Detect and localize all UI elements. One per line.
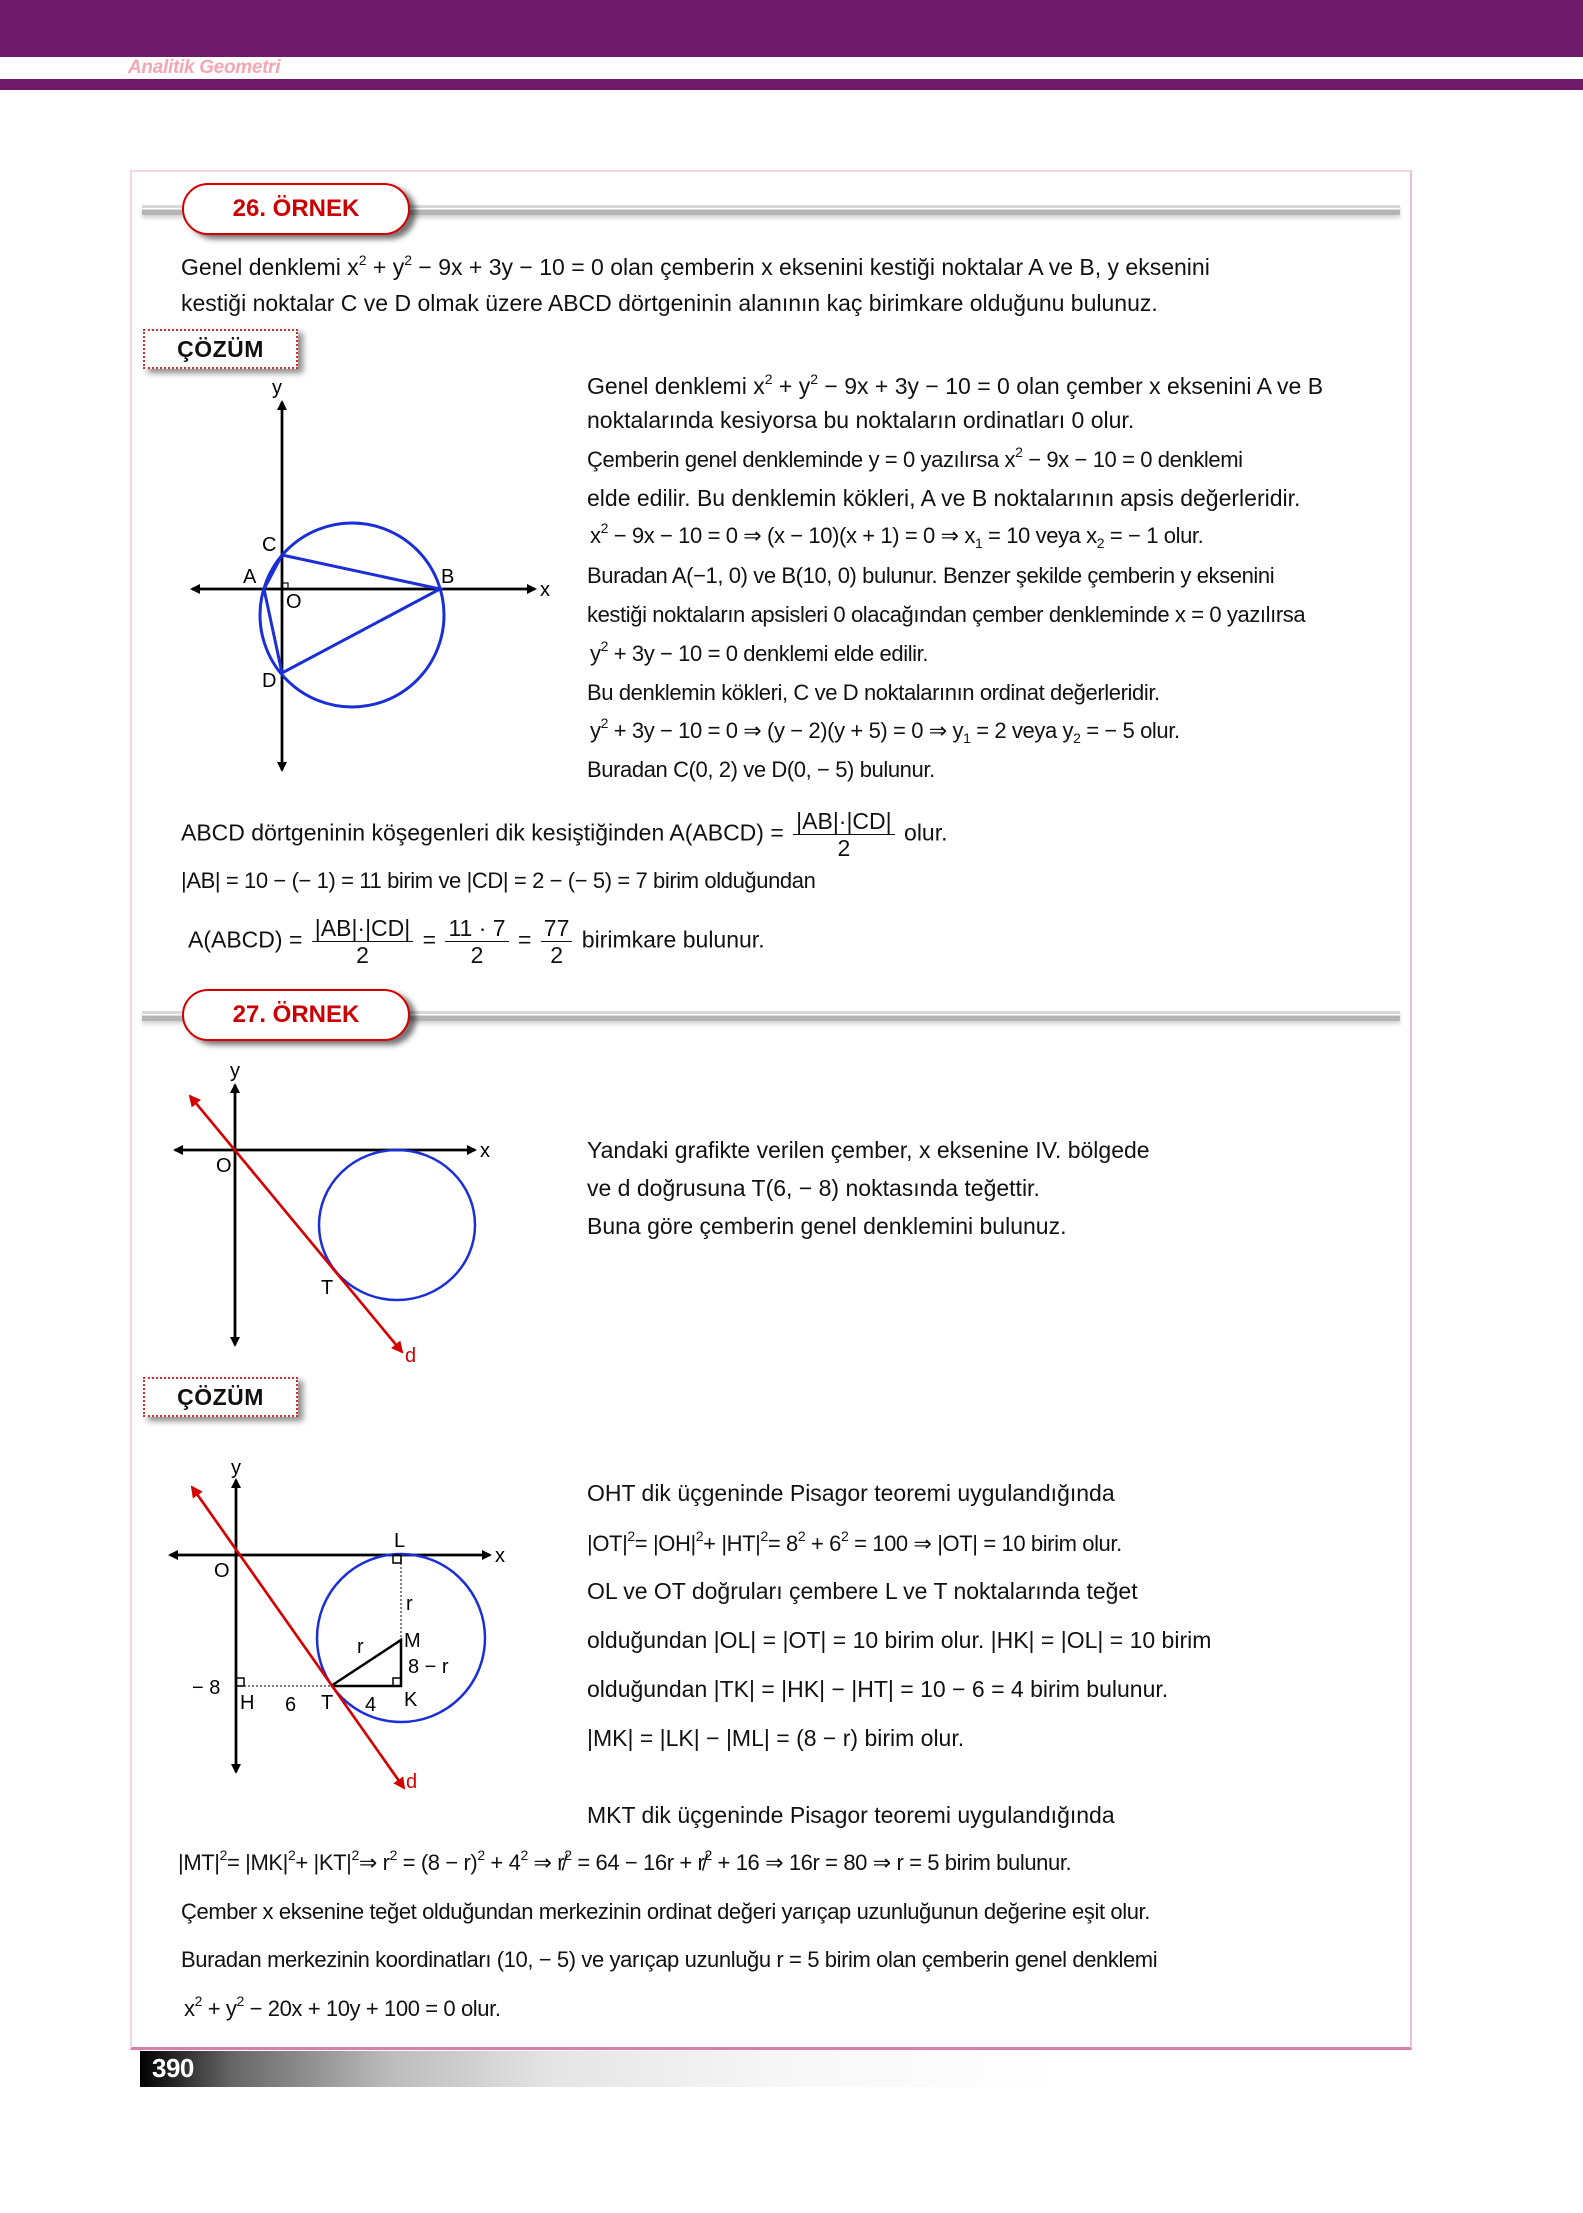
line-d-label: d bbox=[406, 1771, 418, 1793]
sol26-area-formula: ABCD dörtgeninin köşegenleri dik kesiştiğinden A(ABCD) = $\frac{|AB|\cdot|CD|}{2}$ olur. bbox=[181, 808, 948, 861]
sol26-line2: noktalarında kesiyorsa bu noktaların ordinatları 0 olur. bbox=[587, 407, 1135, 433]
point-h-label: H bbox=[240, 1692, 255, 1714]
diagram-tangent-circle bbox=[160, 1050, 520, 1380]
sol26-line7: kestiği noktaların apsisleri 0 olacağından çember denkleminde x = 0 yazılırsa bbox=[587, 602, 1306, 627]
origin-label: O bbox=[216, 1155, 232, 1177]
sol27-line4: olduğundan |OL| = |OT| = 10 birim olur. |HK| = |OL| = 10 birim bbox=[587, 1627, 1212, 1653]
sol26-line8: $y^2 + 3y - 10 = 0$ denklemi elde edilir. bbox=[590, 638, 929, 666]
six-label: 6 bbox=[285, 1694, 297, 1716]
example-26-question-line1: Genel denklemi $x^2 + y^2 - 9x + 3y - 10 = 0$ olan çemberin x eksenini kestiği noktalar A ve B, y eksenini bbox=[181, 252, 1210, 280]
sol27-line11: $x^2 + y^2 - 20x + 10y + 100 = 0$ olur. bbox=[184, 1993, 501, 2021]
center-m-label: M bbox=[404, 1630, 421, 1652]
sol26-line11: Buradan C(0, 2) ve D(0, − 5) bulunur. bbox=[587, 757, 935, 782]
page-number-bar bbox=[140, 2051, 1060, 2087]
x-axis-label: x bbox=[495, 1545, 505, 1567]
x-axis-label: x bbox=[540, 579, 550, 601]
point-t-label: T bbox=[321, 1692, 334, 1714]
four-label: 4 bbox=[365, 1694, 377, 1716]
sol26-line5: $x^2 - 9x - 10 = 0$ ⇒ (x − 10)(x + 1) = 0 ⇒ $x_1 = 10$ veya $x_2$ = − 1 olur. bbox=[590, 520, 1204, 551]
eight-minus-r-label: 8 − r bbox=[408, 1656, 449, 1678]
point-k-label: K bbox=[404, 1689, 418, 1711]
sol26-line9: Bu denklemin kökleri, C ve D noktalarının ordinat değerleridir. bbox=[587, 680, 1160, 705]
sol27-line6: |MK| = |LK| − |ML| = (8 − r) birim olur. bbox=[587, 1725, 965, 1751]
ex27-question-line1: Yandaki grafikte verilen çember, x eksenine IV. bölgede bbox=[587, 1137, 1150, 1163]
point-d-label: D bbox=[262, 670, 277, 692]
minus-eight-label: − 8 bbox=[192, 1677, 221, 1699]
solution-label-27: ÇÖZÜM bbox=[143, 1377, 298, 1417]
sol26-line1: Genel denklemi $x^2 + y^2 - 9x + 3y - 10 = 0$ olan çember x eksenini A ve B bbox=[587, 371, 1324, 399]
example-26-label: 26. ÖRNEK bbox=[182, 183, 410, 235]
point-c-label: C bbox=[262, 534, 277, 556]
sol27-line3: OL ve OT doğruları çembere L ve T noktalarında teğet bbox=[587, 1578, 1138, 1604]
line-d-label: d bbox=[405, 1345, 417, 1367]
x-axis-label: x bbox=[480, 1140, 490, 1162]
sol26-line3: Çemberin genel denkleminde y = 0 yazılırsa $x^2 - 9x - 10 = 0$ denklemi bbox=[587, 444, 1243, 472]
point-t-label: T bbox=[321, 1277, 334, 1299]
sol27-line2: $|OT|^2= |OH|^2+ |HT|^2= 8^2 + 6^2 = 100$ ⇒ |OT| = 10 birim olur. bbox=[587, 1528, 1122, 1556]
sol26-line4: elde edilir. Bu denklemin kökleri, A ve B noktalarının apsis değerleridir. bbox=[587, 485, 1301, 511]
sol27-line10: Buradan merkezinin koordinatları (10, − 5) ve yarıçap uzunluğu r = 5 birim olan çemberin genel denklemi bbox=[181, 1947, 1158, 1972]
page-number: 390 bbox=[152, 2053, 194, 2083]
diagram-circle-abcd bbox=[180, 370, 550, 790]
diagram-solution-27 bbox=[150, 1450, 530, 1810]
sol26-result: A(ABCD) = $\frac{|AB|\cdot|CD|}{2}$ = $\frac{11 \cdot 7}{2}$ = $\frac{77}{2}$ birimkare bulunur. bbox=[188, 915, 765, 968]
sol27-line8: $|MT|^2= |MK|^2+$ $|KT|^2\Rightarrow$ $r^2 = (8 - r)^2 + 4^2$ ⇒ r̸$^2$ = 64 − 16r + r̸$^2$ + 16 ⇒ 16r = 80 ⇒ r = 5 birim bulunur. bbox=[178, 1847, 1072, 1875]
sol27-line5: olduğundan |TK| = |HK| − |HT| = 10 − 6 = 4 birim bulunur. bbox=[587, 1676, 1169, 1702]
example-27-label: 27. ÖRNEK bbox=[182, 989, 410, 1041]
sol26-line6: Buradan A(−1, 0) ve B(10, 0) bulunur. Benzer şekilde çemberin y eksenini bbox=[587, 563, 1275, 588]
origin-label: O bbox=[286, 591, 302, 613]
sol27-line7: MKT dik üçgeninde Pisagor teoremi uygulandığında bbox=[587, 1802, 1115, 1828]
sol27-line9: Çember x eksenine teğet olduğundan merkezinin ordinat değeri yarıçap uzunluğunun değerine eşit olur. bbox=[181, 1899, 1150, 1924]
origin-label: O bbox=[214, 1560, 230, 1582]
radius-label-vertical: r bbox=[406, 1593, 413, 1615]
chapter-title: Analitik Geometri bbox=[128, 57, 281, 78]
sol26-line10: $y^2 + 3y - 10 = 0$ ⇒ (y − 2)(y + 5) = 0 ⇒ $y_1 = 2$ veya $y_2$ = − 5 olur. bbox=[590, 715, 1180, 746]
ex27-question-line2: ve d doğrusuna T(6, − 8) noktasında teğettir. bbox=[587, 1175, 1040, 1201]
header-bar-bottom bbox=[0, 79, 1583, 90]
y-axis-label: y bbox=[231, 1457, 241, 1479]
point-b-label: B bbox=[441, 566, 455, 588]
y-axis-label: y bbox=[230, 1060, 240, 1082]
point-l-label: L bbox=[394, 1530, 406, 1552]
example-26-question-line2: kestiği noktalar C ve D olmak üzere ABCD dörtgeninin alanının kaç birimkare olduğunu bulunuz. bbox=[181, 290, 1158, 316]
ex27-question-line3: Buna göre çemberin genel denklemini bulunuz. bbox=[587, 1213, 1067, 1239]
sol26-lengths: |AB| = 10 − (− 1) = 11 birim ve |CD| = 2 − (− 5) = 7 birim olduğundan bbox=[181, 868, 816, 893]
header-bar bbox=[0, 0, 1583, 57]
point-a-label: A bbox=[243, 566, 257, 588]
sol27-line1: OHT dik üçgeninde Pisagor teoremi uygulandığında bbox=[587, 1480, 1115, 1506]
y-axis-label: y bbox=[272, 377, 282, 399]
solution-label-26: ÇÖZÜM bbox=[143, 329, 298, 369]
radius-label-hyp: r bbox=[357, 1636, 364, 1658]
